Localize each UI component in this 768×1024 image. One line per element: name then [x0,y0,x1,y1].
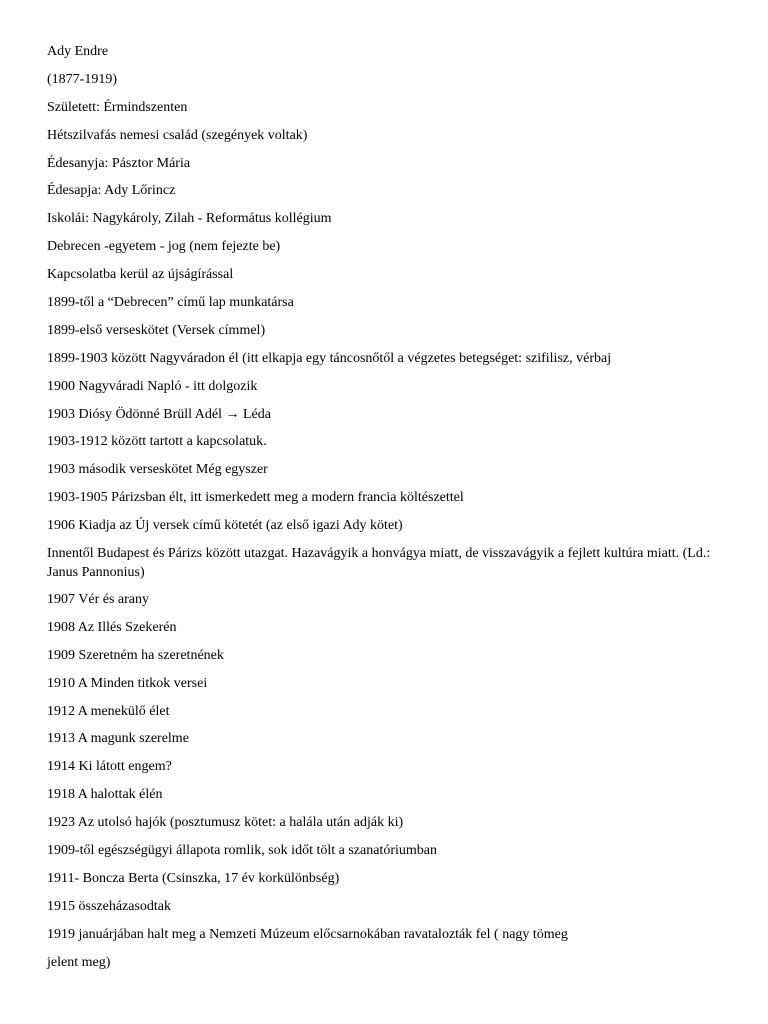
doc-line: 1906 Kiadja az Új versek című kötetét (az első igazi Ady kötet) [47,518,403,534]
doc-line: Született: Érmindszenten [47,99,188,115]
doc-line: Ady Endre [47,44,109,59]
document-body [47,41,727,980]
doc-line: 1910 A Minden titkok versei [47,675,208,691]
doc-line: 1903 Diósy Ödönné Brüll Adél → Léda [47,406,271,422]
doc-line: jelent meg) [47,954,111,970]
doc-line: 1903-1905 Párizsban élt, itt ismerkedett meg a modern francia költészettel [47,490,464,506]
doc-line: Édesapja: Ady Lőrincz [47,183,176,199]
doc-line: 1915 összeházasodtak [47,898,172,914]
doc-line: Édesanyja: Pásztor Mária [47,155,191,171]
doc-line: 1912 A menekülő élet [47,703,170,719]
doc-line: Kapcsolatba kerül az újságírással [47,267,234,283]
doc-paragraph: Innentől Budapest és Párizs között utazgat. Hazavágyik a honvágya miatt, de visszavágyik a fejlett kultúra miatt. (Ld.: Janus Pannonius) [47,546,711,581]
doc-line: 1923 Az utolsó hajók (posztumusz kötet: a halála után adják ki) [47,815,404,831]
doc-line: 1900 Nagyváradi Napló - itt dolgozik [47,378,258,394]
doc-line: Debrecen -egyetem - jog (nem fejezte be) [47,239,281,255]
doc-line: (1877-1919) [47,71,117,87]
doc-line: 1918 A halottak élén [47,787,163,803]
doc-line: 1908 Az Illés Szekerén [47,619,177,635]
doc-line: Iskolái: Nagykároly, Zilah - Református kollégium [47,211,332,227]
doc-line: 1909-től egészségügyi állapota romlik, sok időt tölt a szanatóriumban [47,843,437,859]
doc-line: 1899-től a “Debrecen” című lap munkatársa [47,295,294,311]
doc-line: 1914 Ki látott engem? [47,759,172,775]
doc-line: 1907 Vér és arany [47,592,149,608]
doc-line: 1899-első verseskötet (Versek címmel) [47,322,266,338]
doc-line: 1911- Boncza Berta (Csinszka, 17 év korkülönbség) [47,870,340,886]
doc-line: 1903 második verseskötet Még egyszer [47,462,268,478]
doc-line: 1899-1903 között Nagyváradon él (itt elkapja egy táncosnőtől a végzetes betegséget: szifilisz, vérbaj [47,350,612,366]
doc-line: 1903-1912 között tartott a kapcsolatuk. [47,434,267,450]
doc-line: Hétszilvafás nemesi család (szegények voltak) [47,127,308,143]
doc-line: 1919 januárjában halt meg a Nemzeti Múzeum előcsarnokában ravatalozták fel ( nagy tömeg [47,926,568,942]
doc-line: 1909 Szeretném ha szeretnének [47,647,224,663]
doc-line: 1913 A magunk szerelme [47,731,189,747]
